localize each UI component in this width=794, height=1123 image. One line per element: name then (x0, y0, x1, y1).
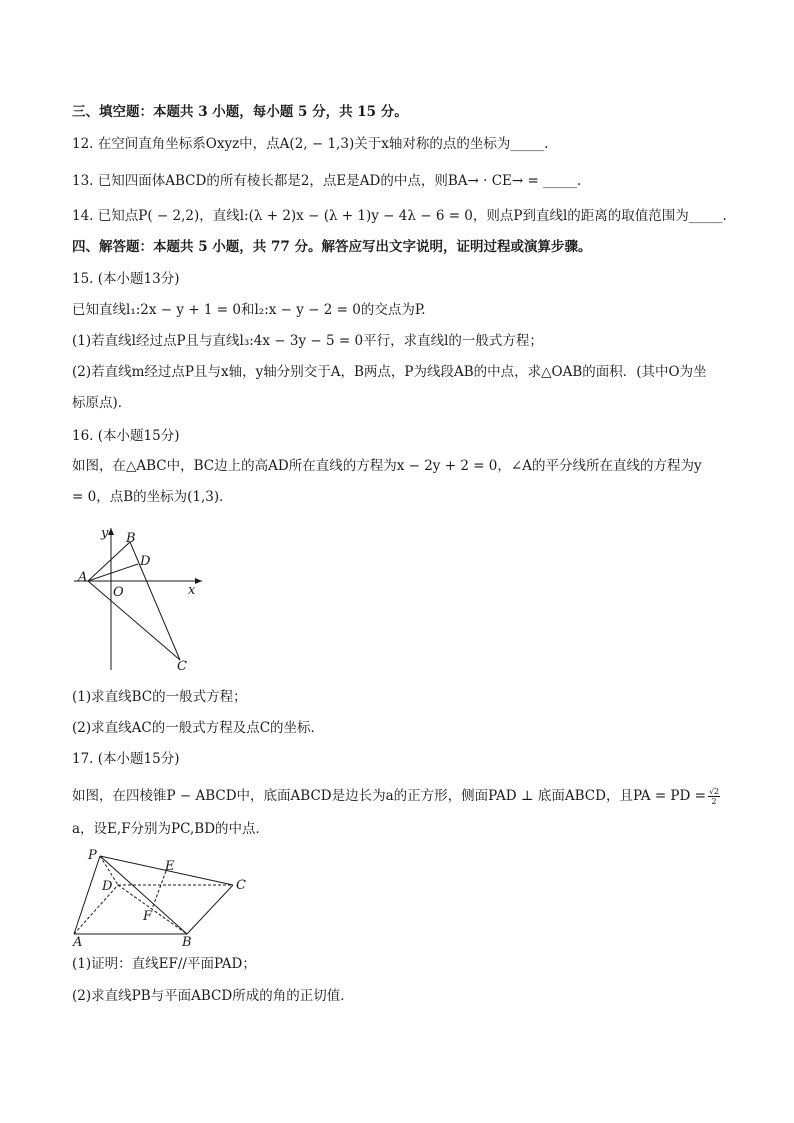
q16-triangle-figure (70, 520, 210, 675)
q17-stem-line2: a，设E,F分别为PC,BD的中点． (72, 821, 270, 837)
q15-part2-line2: 标原点)． (72, 395, 132, 411)
label-d: D (102, 879, 113, 894)
side-ab (88, 542, 130, 581)
label-c: C (236, 878, 246, 893)
label-d: D (140, 554, 151, 569)
edge-pa (74, 856, 100, 934)
q17-part2: (2)求直线PB与平面ABCD所成的角的正切值． (72, 988, 354, 1004)
q16-stem-line2: = 0，点B的坐标为(1,3)． (72, 489, 233, 505)
sqrt2-over-2-fraction (708, 787, 720, 806)
x-axis-arrow (195, 578, 202, 584)
fraction-denominator: 2 (711, 797, 717, 806)
label-a: A (78, 570, 88, 585)
q16-title: 16. (本小题15分) (72, 428, 180, 444)
side-ac (88, 581, 180, 660)
q17-part1: (1)证明：直线EF//平面PAD； (72, 956, 256, 972)
q12-text: 12. 在空间直角坐标系Oxyz中，点A(2, − 1,3)关于x轴对称的点的坐标为_____. (72, 136, 549, 152)
label-x: x (188, 583, 196, 598)
q14-text: 14. 已知点P( − 2,2)，直线l:(λ + 2)x − (λ + 1)y − 4λ − 6 = 0，则点P到直线l的距离的取值范围为_____. (72, 208, 727, 224)
q17-pyramid-figure (70, 843, 260, 953)
section4-header: 四、解答题：本题共 5 小题，共 77 分。解答应写出文字说明，证明过程或演算步骤。 (72, 239, 592, 255)
label-b: B (126, 531, 136, 546)
q15-stem: 已知直线l₁:2x − y + 1 = 0和l₂:x − y − 2 = 0的交点为P. (72, 302, 426, 318)
q16-part2: (2)求直线AC的一般式方程及点C的坐标． (72, 720, 325, 736)
label-p: P (88, 848, 97, 863)
q15-part2-line1: (2)若直线m经过点P且与x轴，y轴分别交于A，B两点，P为线段AB的中点，求△OAB的面积．(其中O为坐 (72, 364, 707, 380)
hidden-diagonal-db (118, 885, 187, 934)
edge-bc (187, 885, 233, 934)
q13-text: 13. 已知四面体ABCD的所有棱长都是2，点E是AD的中点，则BA→ · CE→ = _____. (72, 173, 582, 189)
q17-stem-text: 如图，在四棱锥P − ABCD中，底面ABCD是边长为a的正方形，侧面PAD ⊥ 底面ABCD，且PA = PD = (72, 788, 706, 804)
q16-part1: (1)求直线BC的一般式方程； (72, 689, 247, 705)
label-e: E (165, 859, 175, 874)
label-o: O (113, 585, 124, 600)
label-b: B (182, 935, 192, 950)
q16-stem-line1: 如图，在△ABC中，BC边上的高AD所在直线的方程为x − 2y + 2 = 0，∠A的平分线所在直线的方程为y (72, 458, 702, 474)
hidden-segment-ef (152, 871, 166, 909)
fraction-numerator: √2 (708, 787, 720, 796)
label-f: F (143, 909, 153, 924)
y-axis-arrow (108, 528, 114, 535)
label-y: y (101, 526, 109, 541)
altitude-ad (88, 564, 138, 581)
section3-header: 三、填空题：本题共 3 小题，每小题 5 分，共 15 分。 (72, 104, 408, 120)
q15-title: 15. (本小题13分) (72, 271, 180, 287)
side-bc (130, 542, 180, 660)
q15-part1: (1)若直线l经过点P且与直线l₃:4x − 3y − 5 = 0平行，求直线l的一般式方程； (72, 333, 543, 349)
label-a: A (73, 935, 83, 950)
q17-stem-line1 (72, 787, 720, 806)
label-c: C (177, 659, 187, 674)
q17-title: 17. (本小题15分) (72, 751, 180, 767)
